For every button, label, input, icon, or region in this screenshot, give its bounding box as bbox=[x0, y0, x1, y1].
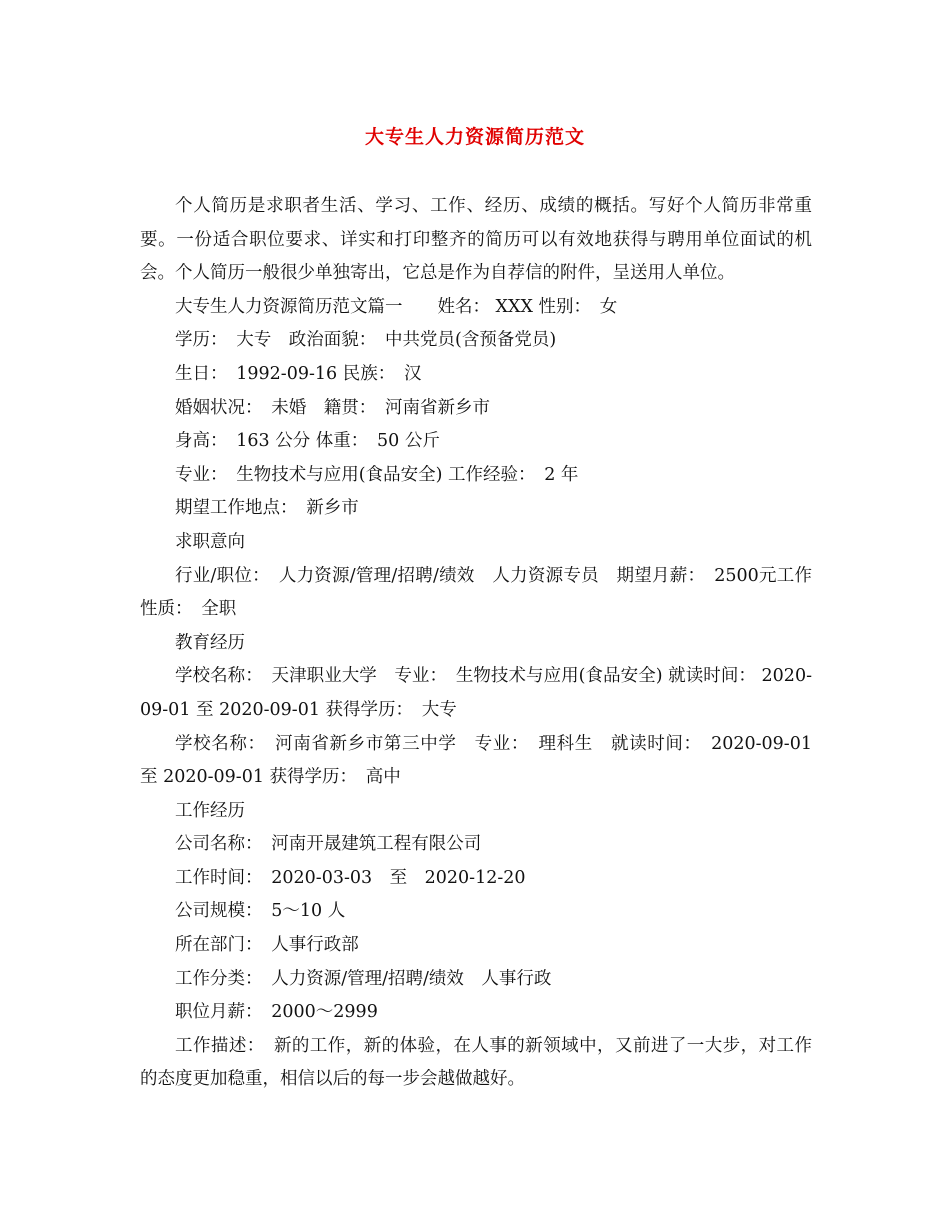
paragraph: 专业： 生物技术与应用(食品安全) 工作经验： 2 年 bbox=[175, 464, 579, 485]
document-title: 大专生人力资源简历范文 bbox=[364, 126, 585, 148]
section-heading: 教育经历 bbox=[175, 632, 245, 653]
paragraph: 行业/职位： 人力资源/管理/招聘/绩效 人力资源专员 期望月薪： 2500元工作性质： 全职 bbox=[140, 565, 812, 620]
paragraph: 学历： 大专 政治面貌： 中共党员(含预备党员) bbox=[175, 330, 557, 351]
paragraph: 学校名称： 河南省新乡市第三中学 专业： 理科生 就读时间： 2020-09-01 至 2020-09-01 获得学历： 高中 bbox=[140, 733, 818, 788]
paragraph: 工作分类： 人力资源/管理/招聘/绩效 人事行政 bbox=[175, 968, 552, 989]
paragraph: 身高： 163 公分 体重： 50 公斤 bbox=[175, 431, 440, 452]
paragraph: 个人简历是求职者生活、学习、工作、经历、成绩的概括。写好个人简历非常重要。一份适合职位要求、详实和打印整齐的简历可以有效地获得与聘用单位面试的机会。个人简历一般很少单独寄出，它总是作为自荐信的附件，呈送用人单位。 bbox=[140, 196, 812, 284]
paragraph: 生日： 1992-09-16 民族： 汉 bbox=[175, 363, 422, 384]
paragraph: 大专生人力资源简历范文篇一 姓名： XXX 性别： 女 bbox=[175, 296, 618, 317]
paragraph: 公司规模： 5～10 人 bbox=[175, 901, 346, 922]
paragraph: 期望工作地点： 新乡市 bbox=[175, 498, 359, 519]
paragraph: 工作时间： 2020-03-03 至 2020-12-20 bbox=[175, 867, 526, 888]
document-body bbox=[140, 190, 818, 1097]
paragraph: 职位月薪： 2000～2999 bbox=[175, 1002, 378, 1023]
paragraph: 工作描述： 新的工作，新的体验，在人事的新领域中，又前进了一大步，对工作的态度更加稳重，相信以后的每一步会越做越好。 bbox=[140, 1035, 812, 1090]
paragraph: 公司名称： 河南开晟建筑工程有限公司 bbox=[175, 834, 482, 855]
section-heading: 工作经历 bbox=[175, 800, 245, 821]
paragraph: 所在部门： 人事行政部 bbox=[175, 935, 359, 956]
paragraph: 学校名称： 天津职业大学 专业： 生物技术与应用(食品安全) 就读时间： 2020-09-01 至 2020-09-01 获得学历： 大专 bbox=[140, 666, 812, 720]
section-heading: 求职意向 bbox=[175, 531, 245, 552]
paragraph: 婚姻状况： 未婚 籍贯： 河南省新乡市 bbox=[175, 397, 490, 418]
